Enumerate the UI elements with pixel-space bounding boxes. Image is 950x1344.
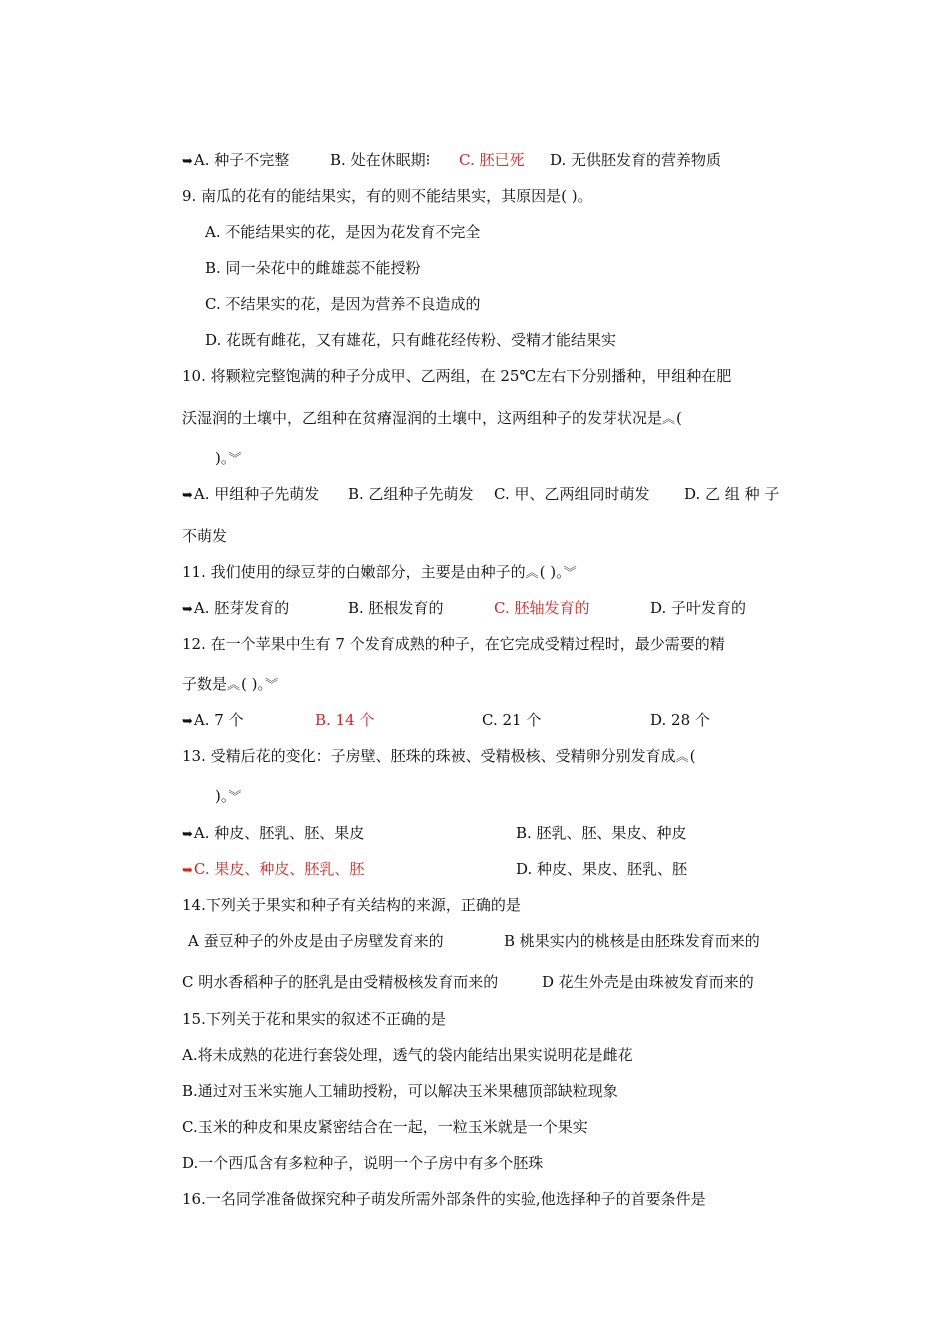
arrow-icon: ➥ [182,154,193,169]
q13-stem-line1: 13. 受精后花的变化：子房壁、胚珠的珠被、受精极核、受精卵分别发育成︽( [182,747,696,765]
arrow-icon: ➥ [182,863,193,878]
q15-stem: 15.下列关于花和果实的叙述不正确的是 [182,1010,446,1028]
q8-options [182,150,722,172]
q15-option-b: B.通过对玉米实施人工辅助授粉，可以解决玉米果穗顶部缺粒现象 [182,1082,618,1100]
q10-stem-line1: 10. 将颗粒完整饱满的种子分成甲、乙两组，在 25℃左右下分别播种，甲组种在肥 [182,367,732,385]
q14-option-b: B 桃果实内的桃核是由胚珠发育而来的 [504,932,760,950]
arrow-icon: ➥ [182,827,193,842]
q13-options-row1 [182,823,687,845]
q11-option-d: D. 子叶发育的 [650,599,747,617]
q10-option-a: A. 甲组种子先萌发 [193,485,320,503]
q13-option-b: B. 胚乳、胚、果皮、种皮 [516,824,687,842]
q14-option-d: D 花生外壳是由珠被发育而来的 [542,973,754,991]
q12-options [182,710,710,732]
arrow-icon: ➥ [182,602,193,617]
q12-option-c: C. 21 个 [482,711,542,729]
q8-option-a: A. 种子不完整 [193,151,290,169]
q12-stem-line2: 子数是︽( )。︾ [182,675,279,693]
q13-paren-close: )。︾ [215,787,242,805]
q11-option-c: C. 胚轴发育的 [494,599,590,617]
q14-option-c: C 明水香稻种子的胚乳是由受精极核发育而来的 [182,973,499,991]
q14-options-row2 [182,972,754,992]
q10-option-d-cont: 不萌发 [182,527,228,545]
chevron-up-icon: ︽ [675,750,689,765]
q10-stem-line2: 沃湿润的土壤中，乙组种在贫瘠湿润的土壤中，这两组种子的发芽状况是︽( [182,409,682,427]
q10-paren-close: )。︾ [215,449,242,467]
q13-option-a: A. 种皮、胚乳、胚、果皮 [193,824,365,842]
q9-option-c: C. 不结果实的花，是因为营养不良造成的 [205,295,481,313]
q13-options-row2 [182,859,688,881]
q8-option-b: B. 处在休眠期⁝ [330,151,431,169]
q13-option-d: D. 种皮、果皮、胚乳、胚 [516,860,688,878]
chevron-down-icon: ︾ [228,790,242,805]
chevron-down-icon: ︾ [265,678,279,693]
q14-option-a: A 蚕豆种子的外皮是由子房壁发育来的 [188,932,444,950]
chevron-down-icon: ︾ [228,452,242,467]
q13-option-c: C. 果皮、种皮、胚乳、胚 [193,860,365,878]
chevron-up-icon: ︽ [227,678,241,693]
q12-option-d: D. 28 个 [650,711,710,729]
q15-option-d: D.一个西瓜含有多粒种子，说明一个子房中有多个胚珠 [182,1154,544,1172]
q9-option-a: A. 不能结果实的花，是因为花发育不完全 [205,223,481,241]
arrow-icon: ➥ [182,488,193,503]
q15-option-a: A.将未成熟的花进行套袋处理，透气的袋内能结出果实说明花是雌花 [182,1046,633,1064]
q10-option-b: B. 乙组种子先萌发 [348,485,474,503]
q12-option-a: A. 7 个 [193,711,244,729]
q8-option-d: D. 无供胚发育的营养物质 [550,151,722,169]
q15-option-c: C.玉米的种皮和果皮紧密结合在一起，一粒玉米就是一个果实 [182,1118,588,1136]
q9-option-d: D. 花既有雌花，又有雄花，只有雌花经传粉、受精才能结果实 [205,331,617,349]
q12-option-b: B. 14 个 [315,711,375,729]
arrow-icon: ➥ [182,714,193,729]
q11-options [182,598,747,620]
chevron-up-icon: ︽ [662,412,676,427]
q14-options-row1 [182,931,760,951]
q10-option-d: D. 乙 组 种 子 [684,485,780,503]
q10-option-c: C. 甲、乙两组同时萌发 [494,485,650,503]
q11-option-a: A. 胚芽发育的 [193,599,290,617]
q9-option-b: B. 同一朵花中的雌雄蕊不能授粉 [205,259,421,277]
q12-stem-line1: 12. 在一个苹果中生有 7 个发育成熟的种子，在它完成受精过程时，最少需要的精 [182,635,725,653]
q11-option-b: B. 胚根发育的 [348,599,444,617]
q10-options [182,484,780,506]
q14-stem: 14.下列关于果实和种子有关结构的来源，正确的是 [182,896,521,914]
chevron-up-icon: ︽ [525,566,539,581]
q11-stem: 11. 我们使用的绿豆芽的白嫩部分，主要是由种子的︽( )。︾ [182,563,577,581]
q8-option-c: C. 胚已死 [459,151,525,169]
q9-stem: 9. 南瓜的花有的能结果实，有的则不能结果实，其原因是( )。 [182,187,593,205]
chevron-down-icon: ︾ [563,566,577,581]
q16-stem: 16.一名同学准备做探究种子萌发所需外部条件的实验,他选择种子的首要条件是 [182,1190,706,1208]
